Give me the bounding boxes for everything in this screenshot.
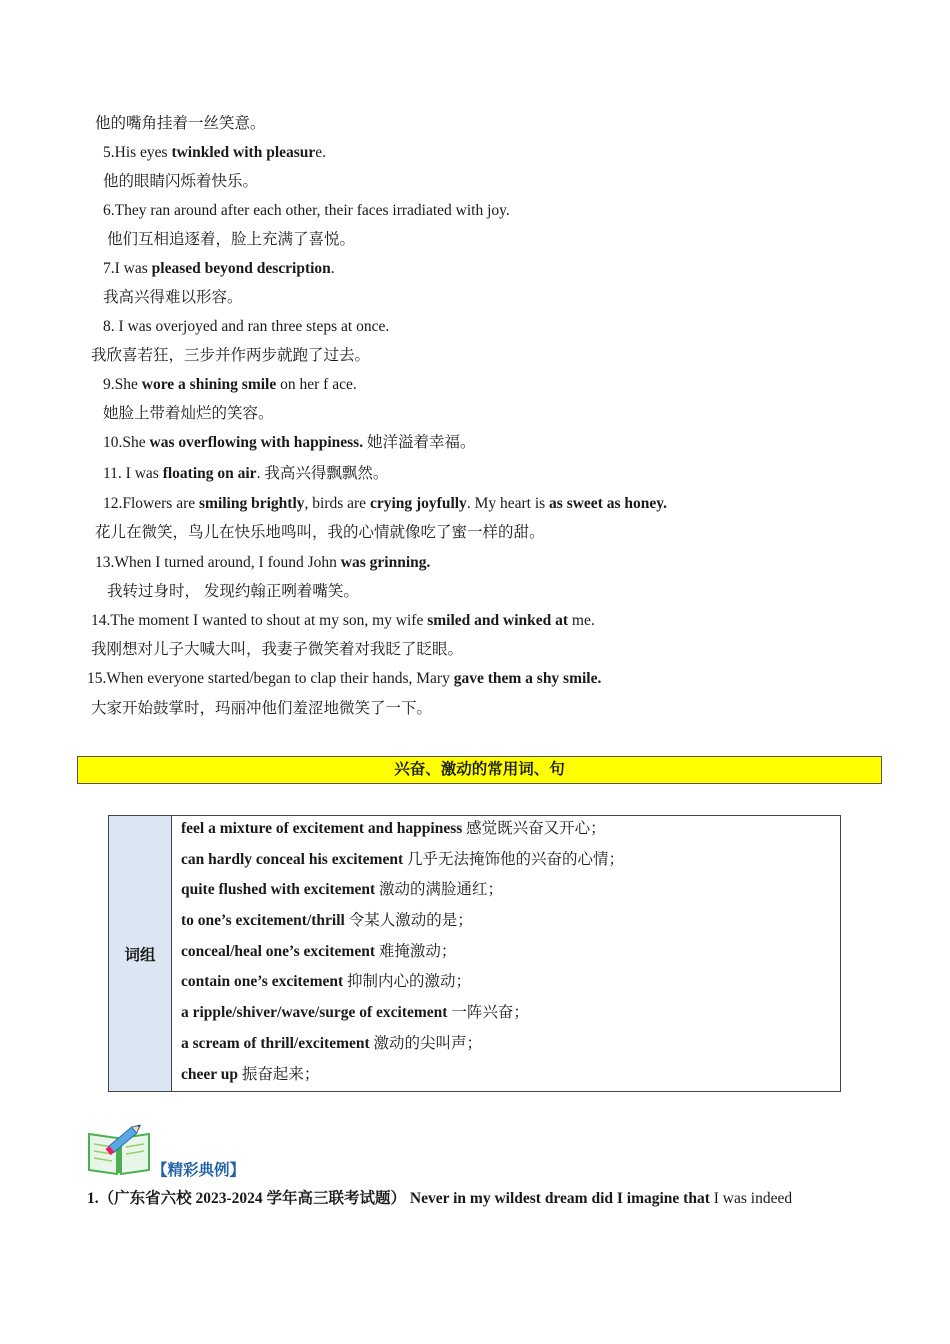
text-line: 15.When everyone started/began to clap their hands, Mary gave them a shy smile. <box>87 670 602 687</box>
text-line: 13.When I turned around, I found John was grinning. <box>95 554 431 571</box>
table-row: quite flushed with excitement 激动的满脸通红； <box>181 881 504 899</box>
phrase-table <box>108 815 841 1092</box>
table-row: cheer up 振奋起来； <box>181 1065 320 1083</box>
text-line: 花儿在微笑，鸟儿在快乐地鸣叫，我的心情就像吃了蜜一样的甜。 <box>95 524 545 541</box>
text-line: 他的嘴角挂着一丝笑意。 <box>95 115 266 132</box>
text-line: 6.They ran around after each other, their faces irradiated with joy. <box>103 202 510 219</box>
text-line: 8. I was overjoyed and ran three steps at once. <box>103 318 390 335</box>
text-line: 我高兴得难以形容。 <box>103 289 243 306</box>
text-line: 他们互相追逐着，脸上充满了喜悦。 <box>107 231 356 248</box>
text-line: 10.She was overflowing with happiness. 她洋溢着幸福。 <box>103 434 476 451</box>
text-line: 我转过身时， 发现约翰正咧着嘴笑。 <box>107 583 359 600</box>
table-row: to one’s excitement/thrill 令某人激动的是； <box>181 912 473 930</box>
book-pencil-icon <box>86 1120 152 1176</box>
table-row: conceal/heal one’s excitement 难掩激动； <box>181 942 457 960</box>
text-line: 大家开始鼓掌时，玛丽冲他们羞涩地微笑了一下。 <box>91 700 433 717</box>
table-rows <box>181 816 840 1092</box>
section-banner: 兴奋、激动的常用词、句 <box>77 756 882 784</box>
text-line: 12.Flowers are smiling brightly, birds are crying joyfully. My heart is as sweet as honey. <box>103 495 668 512</box>
table-header-cell: 词组 <box>109 816 172 1091</box>
text-line: 5.His eyes twinkled with pleasure. <box>103 144 327 161</box>
table-row: feel a mixture of excitement and happiness 感觉既兴奋又开心； <box>181 820 606 837</box>
question-1: 1.（广东省六校 2023-2024 学年高三联考试题） Never in my wildest dream did I imagine that I was indeed <box>87 1190 793 1207</box>
text-line: 我欣喜若狂，三步并作两步就跑了过去。 <box>91 347 371 364</box>
text-line: 她脸上带着灿烂的笑容。 <box>103 405 274 422</box>
text-line: 7.I was pleased beyond description. <box>103 260 335 277</box>
table-row: contain one’s excitement 抑制内心的激动； <box>181 973 472 991</box>
text-line: 11. I was floating on air. 我高兴得飘飘然。 <box>103 465 389 482</box>
text-line: 9.She wore a shining smile on her f ace. <box>103 376 357 393</box>
table-row: can hardly conceal his excitement 几乎无法掩饰他的兴奋的心情； <box>181 850 625 868</box>
examples-label: 【精彩典例】 <box>152 1162 246 1179</box>
text-line: 14.The moment I wanted to shout at my son, my wife smiled and winked at me. <box>91 612 595 629</box>
table-row: a ripple/shiver/wave/surge of excitement 一阵兴奋； <box>181 1004 529 1022</box>
text-line: 我刚想对儿子大喊大叫，我妻子微笑着对我眨了眨眼。 <box>91 641 464 658</box>
table-row: a scream of thrill/excitement 激动的尖叫声； <box>181 1034 483 1052</box>
text-line: 他的眼睛闪烁着快乐。 <box>103 173 259 190</box>
